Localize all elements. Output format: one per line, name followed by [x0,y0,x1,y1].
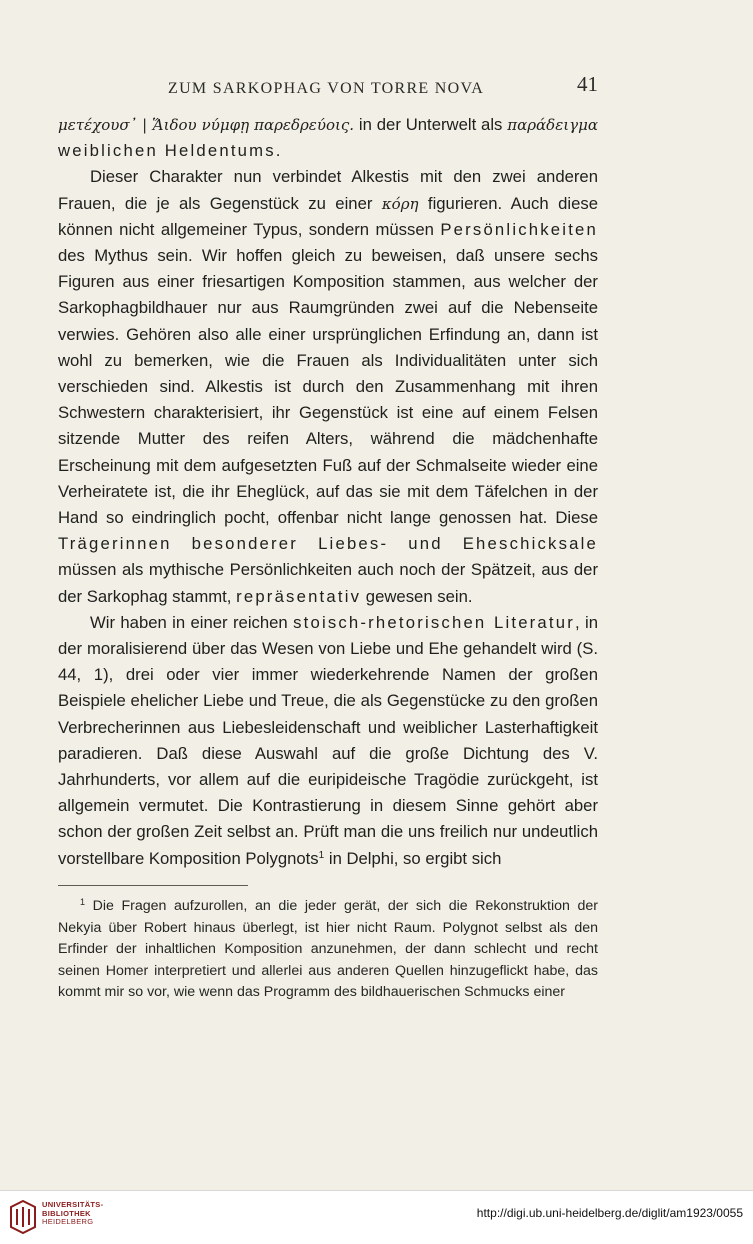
page-header [58,68,598,98]
footnote [58,896,598,1004]
library-name-line: HEIDELBERG [42,1217,94,1227]
text-run: müssen als mythische Persönlichkeiten auch noch der Spätzeit, aus der der Sarkophag stammt, [58,560,598,606]
text-run: Wir haben in einer reichen [90,612,294,632]
text-run: figurieren. Auch diese können nicht allgemeiner Typus, sondern müssen [58,193,598,239]
text-run: des Mythus sein. Wir hoffen gleich zu beweisen, daß unsere sechs Figuren aus einer friesartigen Komposition stammen, aus welcher der Sarkophagbildhauer nur aus Raumgründen zwei auf die Nebenseite verwies. Gehören also alle einer ursprünglichen Erfindung an, dann ist wohl zu bemerken, wie die Frauen als Individualitäten unter sich verschieden sind. Alkestis ist durch den Zusammenhang mit ihren Schwestern charakterisiert, ihr Gegenstück ist eine auf einem Felsen sitzende Mutter des reifen Alters, während die mädchenhafte Erscheinung mit dem aufgesetzten Fuß auf der Schmalseite wieder eine Verheiratete ist, die ihr Eheglück, auf das sie mit dem Täfelchen in der Hand so eindringlich pocht, offenbar nicht lange genossen hat. Diese [58,246,598,528]
footnote-reference: 1 [318,849,325,861]
body-paragraph [58,610,598,872]
text-run: Dieser Charakter nun verbindet Alkestis mit den zwei anderen Frauen, die je als Gegenstück zu einer [58,167,598,213]
body-paragraph [58,112,598,164]
text-run: in der Unterwelt als [354,115,508,134]
source-url-link[interactable]: http://digi.ub.uni-heidelberg.de/diglit/am1923/0055 [476,1206,743,1220]
text-run: , in der moralisierend über das Wesen von Liebe und Ehe gehandelt wird (S. 44, 1), drei oder vier immer wiederkehrende Namen der großen Beispiele ehelicher Liebe und Treue, die als Gegenstücke zu den großen Verbrecherinnen aus Liebesleidenschaft und weiblicher Lasterhaftigkeit paradieren. Daß diese Auswahl auf die große Dichtung des V. Jahrhunderts, vor allem auf die euripideische Tragödie zurückgeht, ist allgemein vermutet. Die Kontrastierung in diesem Sinne gehört aber schon der großen Zeit selbst an. Prüft man die uns freilich nur undeutlich vorstellbare Komposition Polygnots [58,612,598,868]
library-name-line: BIBLIOTHEK [42,1208,91,1218]
library-logo-icon [8,1199,38,1235]
running-title: ZUM SARKOPHAG VON TORRE NOVA [168,80,485,97]
footnote-divider [58,885,248,886]
text-run: in Delphi, so ergibt sich [324,848,502,868]
emphasized-text: weiblichen Heldentums. [58,141,283,161]
text-run: gewesen sein. [361,586,473,606]
footnote-marker: 1 [80,897,86,907]
greek-text: κόρη [381,194,419,213]
footnote-text: Die Fragen aufzurollen, an die jeder gerät, der sich die Rekonstruktion der Nekyia über Robert hinaus überlegt, ist hier nicht Raum. Polygnot selbst als den Erfinder der inhaltlichen Komposition anzunehmen, der dann schlecht und recht seinen Homer interpretiert und allerlei aus anderen Quellen hinzugeflickt habe, das kommt mir so vor, wie wenn das Programm des bildhauerischen Schmucks einer [58,898,598,1001]
body-text [58,112,598,872]
emphasized-text: Trägerinnen besonderer Liebes- und Eheschicksale [58,534,598,554]
page-number: 41 [577,72,598,96]
body-paragraph [58,164,598,609]
greek-text: μετέχουσ᾽ | Ἅιδου νύμφῃ παρεδρεύοις. [58,116,355,134]
emphasized-text: Persönlichkeiten [440,219,598,239]
emphasized-text: repräsentativ [236,586,362,606]
footnote-paragraph [58,896,598,1004]
emphasized-text: stoisch-rhetorischen Literatur [293,612,575,632]
greek-text: παράδειγμα [507,116,598,134]
library-name-line: UNIVERSITÄTS- [42,1200,104,1209]
library-name [42,1201,103,1227]
digitization-footer [0,1190,753,1244]
